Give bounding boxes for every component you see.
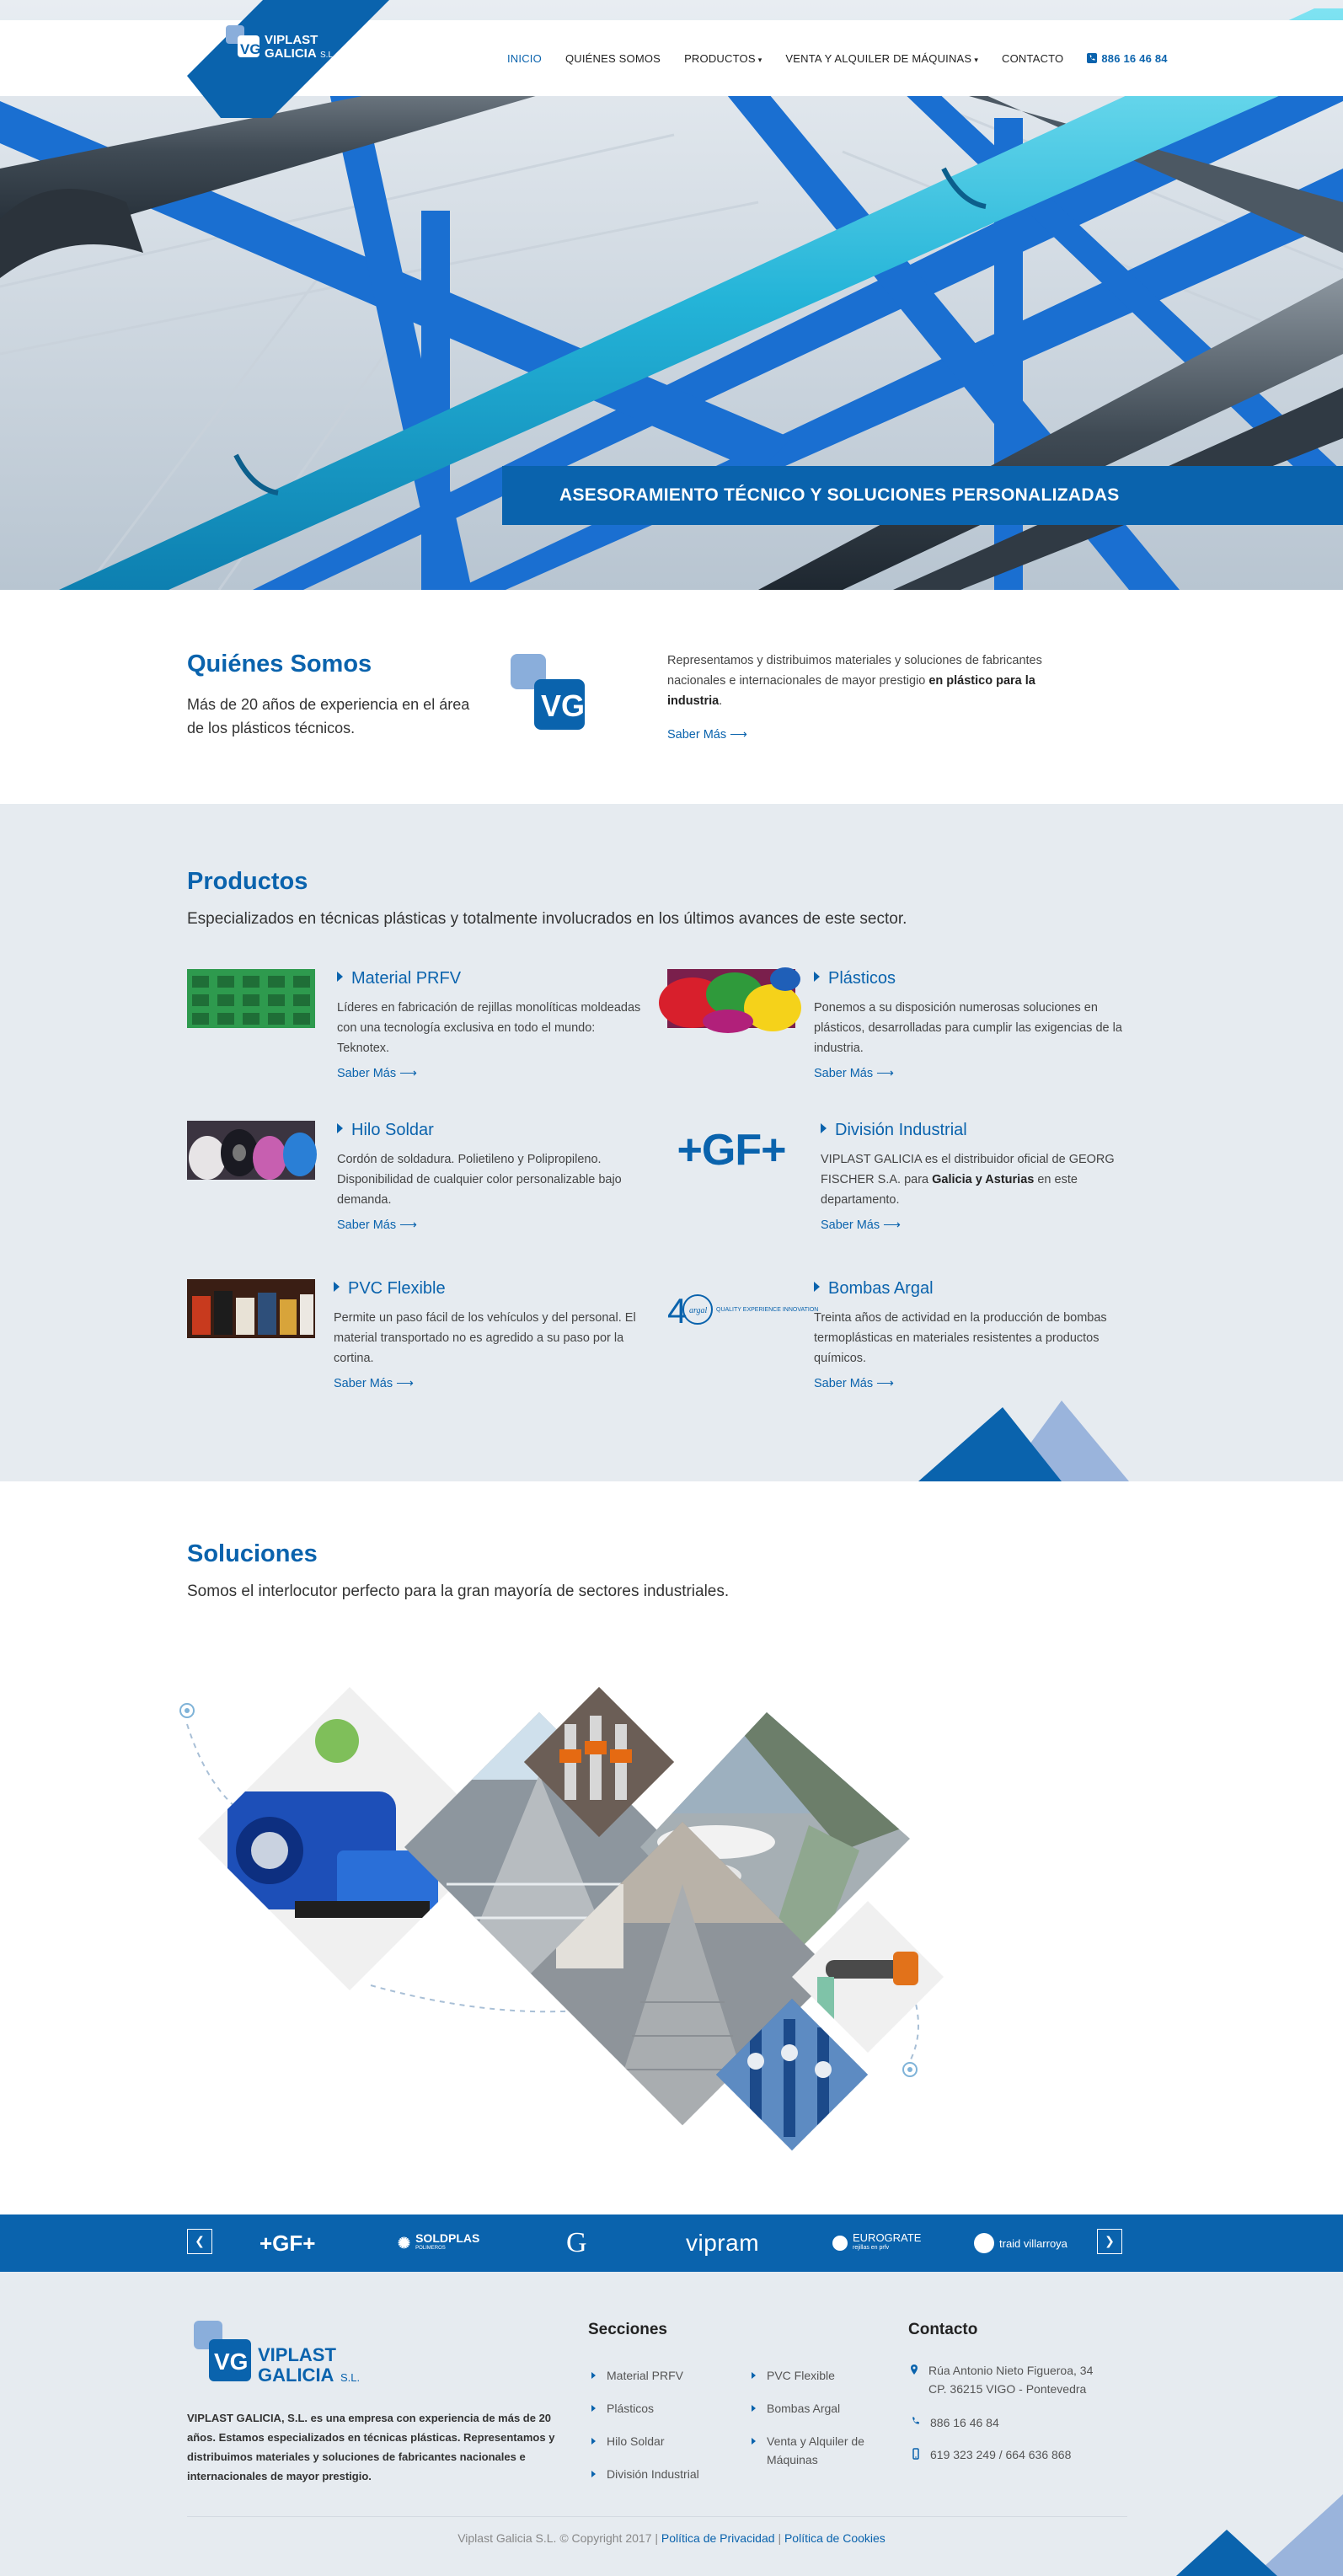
bullet-triangle-icon bbox=[821, 1123, 827, 1133]
eurograte-wordmark bbox=[853, 2233, 921, 2253]
about-subtitle: Más de 20 años de experiencia en el área de los plásticos técnicos. bbox=[187, 696, 470, 736]
product-description: Líderes en fabricación de rejillas monolíticas moldeadas con una tecnología exclusiva en todo el mundo: Teknotex. bbox=[337, 1001, 641, 1055]
bullet-triangle-icon bbox=[591, 2438, 596, 2445]
bullet-triangle-icon bbox=[337, 1123, 343, 1133]
eurograte-circle-icon bbox=[832, 2236, 848, 2251]
partner-logo-soldplas bbox=[398, 2215, 479, 2272]
product-pvc-flexible bbox=[187, 1279, 659, 1414]
address-line1: Rúa Antonio Nieto Figueroa, 34 bbox=[928, 2364, 1094, 2377]
product-name-link[interactable] bbox=[334, 1279, 446, 1299]
copyright-text: Viplast Galicia S.L. © Copyright 2017 | bbox=[457, 2531, 659, 2545]
traid-name: traid villarroya bbox=[999, 2236, 1067, 2250]
solutions-diamond-gallery bbox=[169, 1631, 1180, 2188]
soldplas-wordmark bbox=[415, 2233, 479, 2253]
nav-productos[interactable] bbox=[672, 52, 773, 65]
footer-link-text: PVC Flexible bbox=[767, 2369, 835, 2382]
caret-down-icon: ▾ bbox=[974, 55, 979, 64]
partner-logo-vipram: vipram bbox=[686, 2230, 760, 2256]
footer-about-text: VIPLAST GALICIA, S.L. es una empresa con experiencia de más de 20 años. Estamos especializados en técnicas plásticas. Representamos y distribuimos materiales y soluciones de fabricantes nacionales e internacionales de mayor prestigio. bbox=[187, 2412, 555, 2482]
nav-contacto[interactable]: CONTACTO bbox=[1002, 51, 1064, 65]
product-description: Ponemos a su disposición numerosas soluciones en plásticos, desarrolladas para cumplir las exigencias de la industria. bbox=[814, 1001, 1122, 1055]
carousel-next-button[interactable] bbox=[1097, 2229, 1122, 2254]
solutions-title: Soluciones bbox=[187, 1540, 318, 1567]
product-name-link[interactable] bbox=[814, 1279, 934, 1299]
footer-link-material-prfv[interactable] bbox=[607, 2366, 683, 2385]
footer-phone-number: 886 16 46 84 bbox=[930, 2416, 999, 2429]
products-subtitle: Especializados en técnicas plásticas y totalmente involucrados en los últimos avances de este sector. bbox=[187, 910, 907, 928]
footer-address bbox=[928, 2361, 1093, 2398]
logo-name-line2: GALICIA bbox=[265, 46, 317, 61]
product-name-text: Bombas Argal bbox=[828, 1279, 934, 1298]
division-desc-main: VIPLAST GALICIA es el distribuidor oficial de GEORG FISCHER S.A. para bbox=[821, 1153, 1115, 1186]
nav-quienes-somos[interactable]: QUIÉNES SOMOS bbox=[564, 51, 661, 65]
decorative-triangles bbox=[918, 1400, 1129, 1481]
main-nav bbox=[495, 20, 1180, 96]
bullet-triangle-icon bbox=[814, 972, 820, 982]
product-saber-mas-link[interactable]: Saber Más ⟶ bbox=[334, 1377, 414, 1390]
plastic-pellets-image bbox=[667, 969, 795, 1028]
footer-decorative-triangles bbox=[1176, 2489, 1343, 2576]
about-section bbox=[0, 590, 1343, 804]
product-saber-mas-link[interactable]: Saber Más ⟶ bbox=[337, 1067, 417, 1080]
chevron-right-icon: ❯ bbox=[1105, 2235, 1115, 2248]
eurograte-name: EUROGRATE bbox=[853, 2231, 922, 2244]
nav-phone-number: 886 16 46 84 bbox=[1101, 51, 1168, 65]
footer-link-text: Bombas Argal bbox=[767, 2402, 841, 2415]
footer-link-text: División Industrial bbox=[607, 2467, 699, 2481]
hero-banner bbox=[502, 466, 1343, 525]
site-logo[interactable] bbox=[187, 0, 440, 169]
footer-contact-title: Contacto bbox=[908, 2321, 978, 2338]
argal-40-years-logo bbox=[667, 1279, 819, 1338]
site-footer bbox=[0, 2272, 1343, 2576]
footer-mobile-numbers: 619 323 249 / 664 636 868 bbox=[930, 2448, 1072, 2461]
bullet-triangle-icon bbox=[591, 2372, 596, 2379]
product-name-text: Hilo Soldar bbox=[351, 1121, 434, 1139]
traid-circle-icon bbox=[974, 2233, 994, 2253]
prfv-grating-image bbox=[187, 969, 315, 1028]
hero-section bbox=[0, 0, 1343, 590]
footer-logo-line1: VIPLAST bbox=[258, 2344, 336, 2365]
logo-suffix: S.L. bbox=[320, 51, 335, 60]
product-saber-mas-link[interactable]: Saber Más ⟶ bbox=[337, 1218, 417, 1232]
partner-logo-g: G bbox=[566, 2227, 587, 2258]
product-description: Cordón de soldadura. Polietileno y Polipropileno. Disponibilidad de cualquier color personalizable bajo demanda. bbox=[337, 1153, 622, 1207]
partner-logo-eurograte bbox=[832, 2215, 921, 2272]
nav-venta-label: VENTA Y ALQUILER DE MÁQUINAS bbox=[785, 51, 972, 65]
chevron-left-icon: ❮ bbox=[195, 2235, 205, 2248]
eurograte-tag: rejillas en prfv bbox=[853, 2245, 890, 2251]
bullet-triangle-icon bbox=[752, 2438, 756, 2445]
svg-text:4: 4 bbox=[667, 1291, 688, 1331]
bullet-triangle-icon bbox=[334, 1282, 340, 1292]
product-saber-mas-link[interactable]: Saber Más ⟶ bbox=[814, 1377, 894, 1390]
product-saber-mas-link[interactable]: Saber Más ⟶ bbox=[821, 1218, 901, 1232]
product-material-prfv bbox=[187, 969, 659, 1104]
division-desc-bold: Galicia y Asturias bbox=[932, 1173, 1035, 1186]
hero-banner-text: ASESORAMIENTO TÉCNICO Y SOLUCIONES PERSONALIZADAS bbox=[559, 485, 1120, 505]
phone-icon bbox=[1087, 53, 1097, 63]
product-name-link[interactable] bbox=[337, 969, 461, 988]
about-title: Quiénes Somos bbox=[187, 651, 372, 677]
caret-down-icon: ▾ bbox=[757, 55, 762, 64]
bullet-triangle-icon bbox=[752, 2372, 756, 2379]
footer-mobile-link[interactable] bbox=[930, 2445, 1071, 2464]
nav-inicio[interactable]: INICIO bbox=[507, 51, 542, 65]
footer-link-pvc-flexible[interactable] bbox=[767, 2366, 835, 2385]
footer-logo-suffix: S.L. bbox=[340, 2371, 361, 2384]
logo-name-line1: VIPLAST bbox=[265, 33, 318, 47]
footer-link-plasticos[interactable] bbox=[607, 2399, 654, 2418]
cookie-policy-link[interactable]: Política de Cookies bbox=[784, 2531, 886, 2545]
footer-link-text: Material PRFV bbox=[607, 2369, 684, 2382]
footer-link-text: Hilo Soldar bbox=[607, 2434, 665, 2448]
pvc-bottles-image bbox=[187, 1279, 315, 1338]
bullet-triangle-icon bbox=[752, 2405, 756, 2412]
partners-carousel bbox=[0, 2215, 1343, 2272]
about-text-main: Representamos y distribuimos materiales y soluciones de fabricantes nacionales e internacionales de mayor prestigio bbox=[667, 654, 1042, 688]
product-description: Permite un paso fácil de los vehículos y del personal. El material transportado no es agredido a su paso por la cortina. bbox=[334, 1311, 636, 1365]
footer-divider bbox=[187, 2516, 1127, 2517]
svg-text:VG: VG bbox=[541, 688, 586, 723]
location-pin-icon bbox=[908, 2364, 920, 2375]
svg-text:argal: argal bbox=[689, 1306, 708, 1315]
about-description bbox=[667, 651, 1089, 711]
bullet-triangle-icon bbox=[591, 2405, 596, 2412]
footer-logo[interactable] bbox=[187, 2317, 389, 2393]
bullet-triangle-icon bbox=[591, 2471, 596, 2477]
footer-link-hilo-soldar[interactable] bbox=[607, 2432, 664, 2450]
mobile-phone-icon bbox=[910, 2448, 922, 2460]
privacy-policy-link[interactable]: Política de Privacidad bbox=[661, 2531, 775, 2545]
footer-link-text: Plásticos bbox=[607, 2402, 655, 2415]
product-description: Treinta años de actividad en la producción de bombas termoplásticas en materiales resistentes a productos químicos. bbox=[814, 1311, 1107, 1365]
partner-logo-traid bbox=[974, 2215, 1067, 2272]
about-text-end: . bbox=[719, 694, 723, 708]
bullet-triangle-icon bbox=[337, 972, 343, 982]
footer-copyright bbox=[0, 2531, 1343, 2545]
about-text-bold: en plástico para la industria bbox=[667, 674, 1035, 708]
product-description bbox=[821, 1149, 1134, 1210]
soldplas-name: SOLDPLAS bbox=[415, 2231, 480, 2245]
partner-logo-gf: +GF+ bbox=[260, 2230, 316, 2256]
address-line2: CP. 36215 VIGO - Pontevedra bbox=[928, 2382, 1087, 2396]
footer-link-division-industrial[interactable] bbox=[607, 2465, 699, 2483]
solutions-section bbox=[0, 1481, 1343, 2215]
about-saber-mas-link[interactable]: Saber Más ⟶ bbox=[667, 728, 747, 742]
footer-phone-link[interactable] bbox=[930, 2413, 999, 2432]
footer-logo-line2: GALICIA bbox=[258, 2364, 334, 2386]
footer-link-text: Venta y Alquiler de Máquinas bbox=[767, 2434, 864, 2466]
nav-phone-link[interactable] bbox=[1075, 52, 1179, 65]
soldplas-burst-icon: ✺ bbox=[398, 2234, 411, 2252]
product-name-text: Material PRFV bbox=[351, 969, 462, 988]
product-name-link[interactable] bbox=[821, 1121, 967, 1140]
products-section bbox=[0, 804, 1343, 1481]
footer-link-bombas-argal[interactable] bbox=[767, 2399, 840, 2418]
product-name-text: División Industrial bbox=[835, 1121, 967, 1139]
division-desc-end: en este departamento. bbox=[821, 1173, 1078, 1207]
svg-text:VG: VG bbox=[240, 41, 261, 57]
nav-venta-alquiler[interactable] bbox=[773, 52, 990, 65]
carousel-prev-button[interactable] bbox=[187, 2229, 212, 2254]
footer-sections-title: Secciones bbox=[588, 2321, 667, 2338]
product-plasticos bbox=[667, 969, 1139, 1104]
gf-logo: +GF+ bbox=[677, 1126, 786, 1175]
product-hilo-soldar bbox=[187, 1121, 659, 1256]
bullet-triangle-icon bbox=[814, 1282, 820, 1292]
nav-productos-label: PRODUCTOS bbox=[684, 51, 756, 65]
product-name-text: PVC Flexible bbox=[348, 1279, 446, 1298]
product-saber-mas-link[interactable]: Saber Más ⟶ bbox=[814, 1067, 894, 1080]
footer-link-venta-alquiler[interactable] bbox=[767, 2432, 885, 2469]
solutions-subtitle: Somos el interlocutor perfecto para la gran mayoría de sectores industriales. bbox=[187, 1583, 730, 1600]
products-title: Productos bbox=[187, 868, 308, 895]
product-name-link[interactable] bbox=[814, 969, 896, 988]
soldplas-tag: POLIMEROS bbox=[415, 2246, 446, 2251]
product-bombas-argal bbox=[667, 1279, 1139, 1414]
svg-text:VG: VG bbox=[214, 2348, 249, 2375]
product-name-text: Plásticos bbox=[828, 969, 896, 988]
vg-brand-icon bbox=[509, 652, 590, 733]
product-division-industrial bbox=[667, 1121, 1139, 1256]
argal-tagline: QUALITY EXPERIENCE INNOVATION bbox=[716, 1307, 819, 1313]
product-name-link[interactable] bbox=[337, 1121, 434, 1140]
copyright-separator: | bbox=[778, 2531, 782, 2545]
welding-wire-spools-image bbox=[187, 1121, 315, 1180]
phone-icon bbox=[910, 2416, 922, 2428]
